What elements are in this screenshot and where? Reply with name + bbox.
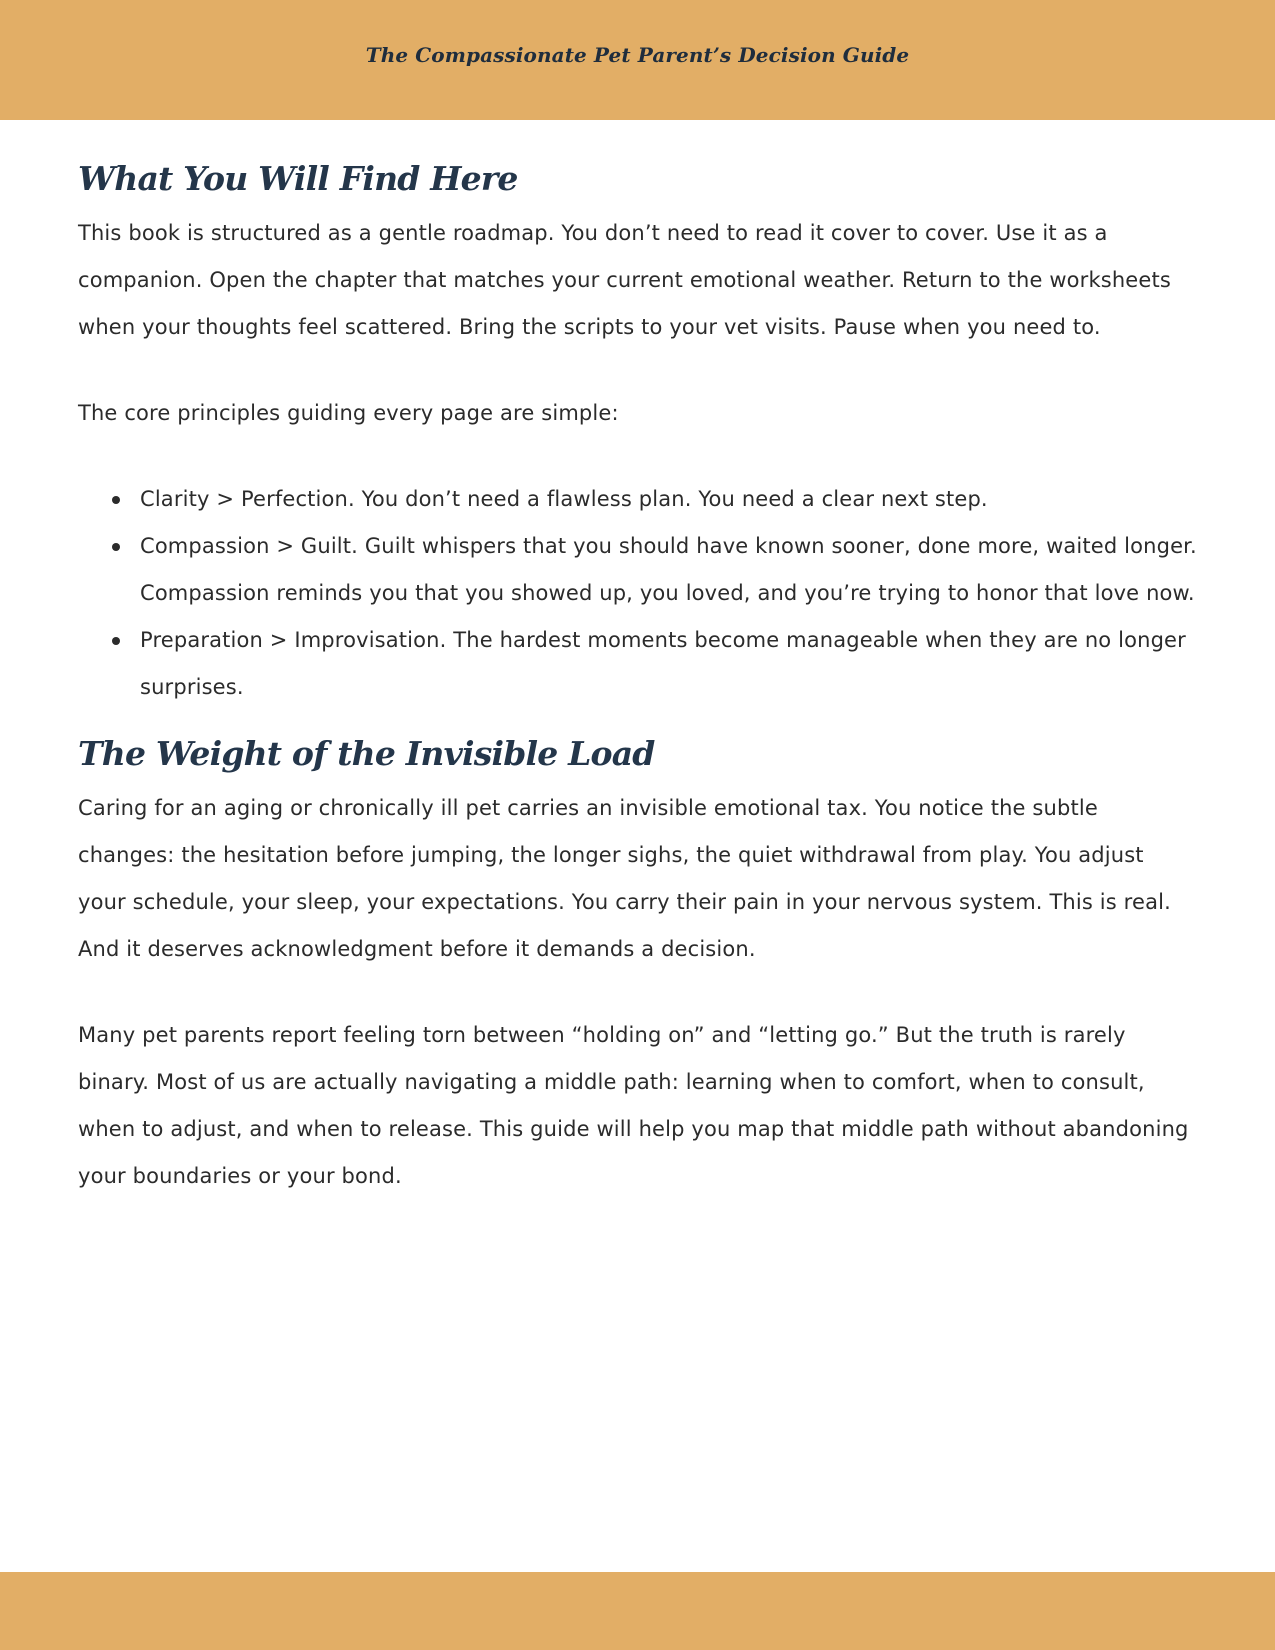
bullet-icon [112,637,120,645]
section-heading-invisible-load: The Weight of the Invisible Load [78,734,655,773]
list-item [140,617,1198,711]
bullet-icon [112,496,120,504]
list-item-text: Clarity > Perfection. You don’t need a flawless plan. You need a clear next step. [140,487,988,511]
header-band [0,0,1275,120]
section-heading-what-you-will-find: What You Will Find Here [78,159,518,198]
page-content [78,154,1198,1239]
intro-paragraph: This book is structured as a gentle roadmap. You don’t need to read it cover to cover. Use it as a companion. Open the chapter that matches your current emotional weather. Return to the worksheets when your thoughts feel scattered. Bring the scripts to your vet visits. Pause when you need to. [78,221,1171,339]
running-header-title: The Compassionate Pet Parent’s Decision Guide [365,43,910,67]
footer-band [0,1572,1275,1650]
principles-lead-paragraph: The core principles guiding every page are simple: [78,401,619,425]
principles-list [78,476,1198,711]
bullet-icon [112,543,120,551]
list-item [140,523,1198,617]
list-item-text: Compassion > Guilt. Guilt whispers that you should have known sooner, done more, waited longer. Compassion reminds you that you showed up, you loved, and you’re trying to honor that love now. [140,534,1197,605]
list-item-text: Preparation > Improvisation. The hardest moments become manageable when they are no longer surprises. [140,628,1186,699]
middle-path-paragraph: Many pet parents report feeling torn between “holding on” and “letting go.” But the truth is rarely binary. Most of us are actually navigating a middle path: learning when to comfort, when to consult, when to adjust, and when to release. This guide will help you map that middle path without abandoning your boundaries or your bond. [78,1023,1189,1188]
list-item [140,476,1198,523]
invisible-load-paragraph: Caring for an aging or chronically ill pet carries an invisible emotional tax. You notice the subtle changes: the hesitation before jumping, the longer sighs, the quiet withdrawal from play. You adjust your schedule, your sleep, your expectations. You carry their pain in your nervous system. This is real. And it deserves acknowledgment before it demands a decision. [78,796,1171,961]
